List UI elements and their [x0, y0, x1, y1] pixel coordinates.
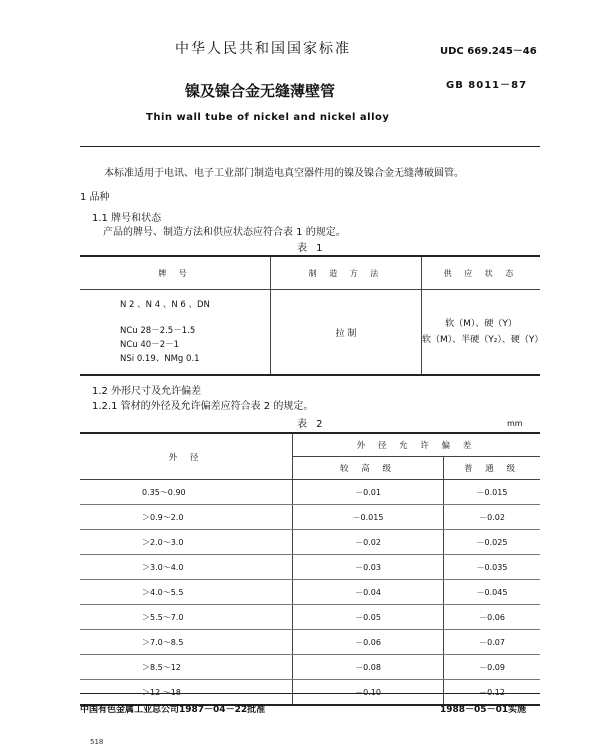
table1-grades-line: N 2 、N 4 、N 6 、DN	[120, 300, 210, 310]
document-title: 镍及镍合金无缝薄壁管	[185, 82, 336, 100]
high-grade-cell: －0.04	[293, 580, 444, 605]
approval-line: 中国有色金属工业总公司1987－04－22批准	[80, 705, 266, 715]
table-row	[80, 630, 540, 655]
table1-grades-line: NCu 40－2－1	[120, 340, 180, 350]
section-heading-1-1: 1.1 牌号和状态	[92, 213, 162, 224]
table1-grades-line: NCu 28－2.5－1.5	[120, 326, 196, 336]
table-row	[80, 505, 540, 530]
high-grade-cell: －0.03	[293, 555, 444, 580]
udc-code: UDC 669.245－46	[440, 46, 537, 57]
od-range-cell: ＞4.0～5.5	[80, 580, 293, 605]
od-range-cell: ＞0.9～2.0	[80, 505, 293, 530]
od-range-cell: 0.35～0.90	[80, 480, 293, 505]
od-range-cell: ＞2.0～3.0	[80, 530, 293, 555]
table1-supply-line: 软（M）、硬（Y）	[445, 319, 517, 329]
high-grade-cell: －0.02	[293, 530, 444, 555]
table2-unit: mm	[507, 419, 523, 428]
table1-header-supply: 供 应 状 态	[422, 256, 541, 290]
page-number: 518	[90, 738, 104, 746]
table2-header-group: 外 径 允 许 偏 差	[356, 441, 477, 451]
normal-grade-cell: －0.06	[444, 605, 541, 630]
high-grade-cell: －0.01	[293, 480, 444, 505]
od-range-cell: ＞7.0～8.5	[80, 630, 293, 655]
high-grade-cell: －0.10	[293, 680, 444, 706]
table2-caption: 表 2	[297, 419, 326, 430]
table-row	[80, 530, 540, 555]
normal-grade-cell: －0.09	[444, 655, 541, 680]
scope-paragraph: 本标准适用于电讯、电子工业部门制造电真空器件用的镍及镍合金无缝薄破圆管。	[104, 168, 464, 179]
od-range-cell: ＞8.5～12	[80, 655, 293, 680]
table1-supply-line: 软（M）、半硬（Y₂）、硬（Y）	[422, 335, 544, 345]
table-row	[80, 605, 540, 630]
table-2-od-tolerance	[80, 432, 540, 706]
table2-header-normal-grade: 普 通 级	[444, 457, 541, 480]
table2-header-high-grade: 较 高 级	[293, 457, 444, 480]
table1-grades-cell	[80, 290, 271, 376]
od-range-cell: ＞12 ～18	[80, 680, 293, 706]
gb-standard-number: GB 8011－87	[446, 80, 528, 91]
high-grade-cell: －0.05	[293, 605, 444, 630]
table1-supply-cell	[422, 290, 544, 376]
section-1-1-text: 产品的牌号、制造方法和供应状态应符合表 1 的规定。	[103, 227, 346, 238]
normal-grade-cell: －0.07	[444, 630, 541, 655]
table-row	[80, 580, 540, 605]
normal-grade-cell: －0.015	[444, 480, 541, 505]
normal-grade-cell: －0.025	[444, 530, 541, 555]
effective-date: 1988－05－01实施	[440, 705, 527, 715]
table1-header-grade: 牌 号	[80, 256, 271, 290]
table2-header-od: 外 径	[80, 433, 293, 480]
normal-grade-cell: －0.02	[444, 505, 541, 530]
od-range-cell: ＞3.0～4.0	[80, 555, 293, 580]
high-grade-cell: －0.015	[293, 505, 444, 530]
high-grade-cell: －0.06	[293, 630, 444, 655]
document-title-english: Thin wall tube of nickel and nickel alloy	[146, 112, 390, 123]
normal-grade-cell: －0.12	[479, 687, 505, 697]
normal-grade-cell: －0.035	[444, 555, 541, 580]
table-1-grades-states	[80, 255, 544, 376]
table1-header-method: 制 造 方 法	[271, 256, 422, 290]
header-divider	[80, 146, 540, 147]
table-row	[80, 655, 540, 680]
normal-grade-cell: －0.045	[444, 580, 541, 605]
section-heading-1-2: 1.2 外形尺寸及允许偏差	[92, 386, 202, 397]
table-row	[80, 555, 540, 580]
table1-caption: 表 1	[297, 243, 326, 254]
od-range-cell: ＞5.5～7.0	[80, 605, 293, 630]
issuing-organization: 中华人民共和国国家标准	[175, 41, 351, 57]
footer-divider	[80, 693, 540, 694]
section-heading-1-2-1: 1.2.1 管材的外径及允许偏差应符合表 2 的规定。	[92, 401, 314, 412]
table1-method-cell: 拉 制	[271, 290, 422, 376]
section-heading-1: 1 品种	[80, 192, 110, 203]
table1-grades-line: NSi 0.19、NMg 0.1	[120, 354, 200, 364]
high-grade-cell: －0.08	[293, 655, 444, 680]
table-row	[80, 480, 540, 505]
